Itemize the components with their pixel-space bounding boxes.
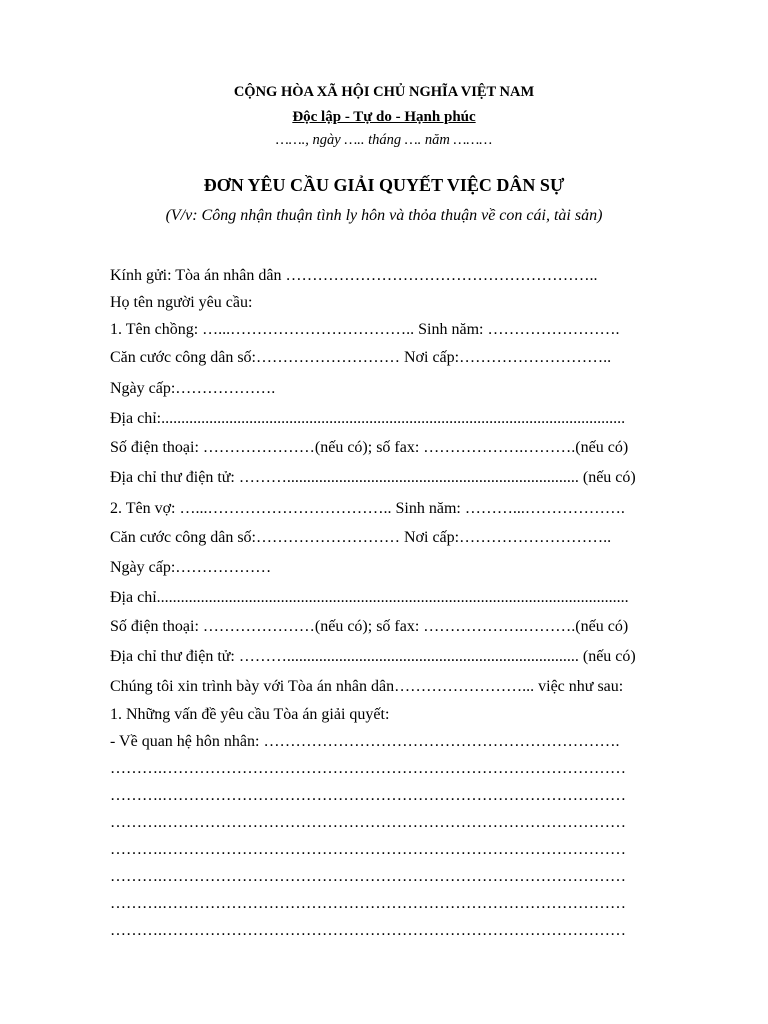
husband-address-line: Địa chỉ:.................................................................................................................... xyxy=(110,410,626,427)
national-motto xyxy=(0,109,768,126)
date-line: ……., ngày ….. tháng …. năm ……… xyxy=(275,132,493,148)
husband-email-line: Địa chỉ thư điện tử: ………......................................................................... (nếu có) xyxy=(110,469,636,486)
wife-email-line: Địa chỉ thư điện tử: ………......................................................................... (nếu có) xyxy=(110,648,636,665)
blank-line: ……….…………………………………………………………………………… xyxy=(110,841,626,858)
husband-phone-line: Số điện thoại: …………………(nếu có); số fax: ……………….……….(nếu có) xyxy=(110,439,629,456)
presentation-line: Chúng tôi xin trình bày với Tòa án nhân dân……………………... việc như sau: xyxy=(110,678,624,695)
motto-text: Độc lập - Tự do - Hạnh phúc xyxy=(292,109,476,125)
blank-line: ……….…………………………………………………………………………… xyxy=(110,895,626,912)
blank-line: ……….…………………………………………………………………………… xyxy=(110,922,626,939)
document-title: ĐƠN YÊU CẦU GIẢI QUYẾT VIỆC DÂN SỰ xyxy=(203,175,565,195)
blank-line: ……….…………………………………………………………………………… xyxy=(110,814,626,831)
blank-line: ……….…………………………………………………………………………… xyxy=(110,868,626,885)
wife-name-line: 2. Tên vợ: …...…………………………….. Sinh năm: ………...………………. xyxy=(110,500,625,517)
husband-name-line: 1. Tên chồng: …...…………………………….. Sinh năm: ……………………. xyxy=(110,321,620,338)
national-title: CỘNG HÒA XÃ HỘI CHỦ NGHĨA VIỆT NAM xyxy=(233,84,535,100)
issues-heading: 1. Những vấn đề yêu cầu Tòa án giải quyết: xyxy=(110,706,390,723)
marriage-relation-text: - Về quan hệ hôn nhân: …………………………………………………………. xyxy=(110,733,620,750)
marriage-relation-line xyxy=(110,732,710,752)
wife-issue-date-line: Ngày cấp:……………… xyxy=(110,559,272,576)
blank-line: ……….…………………………………………………………………………… xyxy=(110,760,626,777)
husband-issue-date-line: Ngày cấp:………………. xyxy=(110,380,276,397)
wife-id-line: Căn cước công dân số:……………………… Nơi cấp:……………………….. xyxy=(110,529,612,546)
wife-phone-line: Số điện thoại: …………………(nếu có); số fax: ……………….……….(nếu có) xyxy=(110,618,629,635)
document-subtitle: (V/v: Công nhận thuận tình ly hôn và thỏa thuận về con cái, tài sản) xyxy=(165,207,603,224)
blank-line: ……….…………………………………………………………………………… xyxy=(110,787,626,804)
requester-label: Họ tên người yêu cầu: xyxy=(110,294,253,311)
addressee-line: Kính gửi: Tòa án nhân dân ………………………………………………….. xyxy=(110,267,598,284)
wife-address-line: Địa chỉ...................................................................................................................... xyxy=(110,589,629,606)
husband-id-line: Căn cước công dân số:……………………… Nơi cấp:……………………….. xyxy=(110,349,612,366)
